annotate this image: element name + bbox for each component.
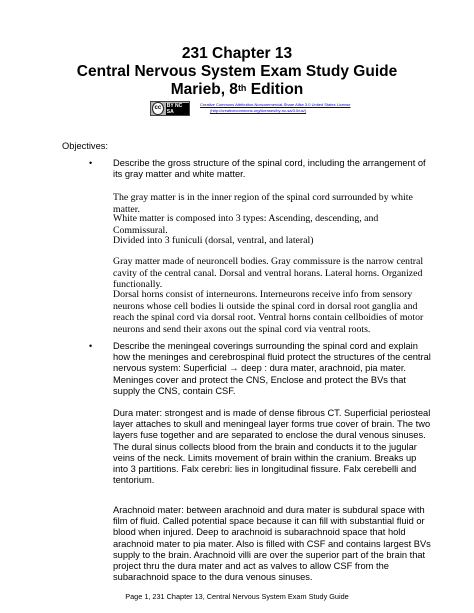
bullet-marker-1: • [89, 158, 93, 168]
bullet2-intro [113, 341, 431, 397]
cc-badge-label: BY NC SA [166, 103, 189, 115]
bullet2-arachnoid-paragraph: Arachnoid mater: between arachnoid and dura mater is subdural space with film of fluid. Called potential space because it can fill with substantial fluid or blood when injured. Deep to arachnoid is subarachnoid space that hold arachnoid mater to pia mater. Also is filled with CSF and contains largest BVs supply to the brain. Arachnoid villi are over the superior part of the brain that project thru the dura mater and act as valves to allow CSF from the subarachnoid space to the dura venous sinuses. [113, 505, 431, 583]
objectives-heading: Objectives: [62, 141, 108, 151]
cc-logo-icon: cc [152, 102, 164, 115]
bullet2-intro-text-b: deep : dura mater, arachnoid, pia mater. [238, 363, 407, 374]
title-edition-suffix: Edition [246, 81, 304, 98]
page-footer: Page 1, 231 Chapter 13, Central Nervous System Exam Study Guide [125, 592, 349, 601]
license-notice [200, 102, 351, 114]
bullet1-paragraph-3: Divided into 3 funiculi (dorsal, ventral, and lateral) [113, 235, 314, 246]
right-arrow-icon: → [229, 363, 239, 374]
license-url-link[interactable]: (http://creativecommons.org/licenses/by-nc-sa/3.0/us/) [210, 108, 307, 113]
bullet1-paragraph-1: The gray matter is in the inner region of the spinal cord surrounded by white matter. [113, 192, 413, 215]
bullet2-intro-text-a: Describe the meningeal coverings surrounding the spinal cord and explain how the meninges and cerebrospinal fluid protect the structures of the central nervous system: Superficial [113, 341, 431, 374]
bullet1-paragraph-2: White matter is composed into 3 types: Ascending, descending, and Commissural. [113, 213, 379, 236]
doc-title-line1: 231 Chapter 13 [181, 45, 293, 62]
bullet1-paragraph-5: Dorsal horns consist of interneurons. Interneurons receive info from sensory neurons whose cell bodies li outside the spinal cord in dorsal root ganglia and reach the spinal cord via dorsal root. Ventral horns contain cellboidies of motor neurons and send their axons out the spinal cord via ventral roots. [113, 289, 424, 335]
bullet1-paragraph-4: Gray matter made of neuroncell bodies. Gray commissure is the narrow central cavity of the central canal. Dorsal and ventral horans. Lateral horns. Organized functionally. [113, 256, 424, 290]
doc-title-line3 [0, 81, 474, 99]
bullet1-intro: Describe the gross structure of the spinal cord, including the arrangement of its gray matter and white matter. [113, 158, 426, 180]
doc-title-line2: Central Nervous System Exam Study Guide [76, 63, 398, 80]
bullet2-dura-mater-paragraph: Dura mater: strongest and is made of dense fibrous CT. Superficial periosteal layer attaches to skull and meningeal layer forms true cover of brain. The two layers fuse together and are separated to enclose the dural venous sinuses. The dural sinus collects blood from the brain and conducts it to the jugular veins of the neck. Limits movement of brain within the cranium. Breaks up into 3 partitions. Falx cerebri: lies in longitudinal fissure. Falx cerebelli and tentorium. [113, 408, 431, 486]
bullet-marker-2: • [89, 341, 93, 351]
bullet2-intro-text-c: Meninges cover and protect the CNS, Enclose and protect the BVs that supply the CNS, contain CSF. [113, 374, 407, 396]
license-link[interactable]: Creative Commons Attribution-Noncommercial-Share Alike 3.0 United States License [200, 102, 351, 107]
title-edition-text: Marieb, 8 [170, 81, 238, 98]
creative-commons-badge[interactable] [150, 101, 190, 116]
title-edition-superscript: th [237, 83, 247, 93]
